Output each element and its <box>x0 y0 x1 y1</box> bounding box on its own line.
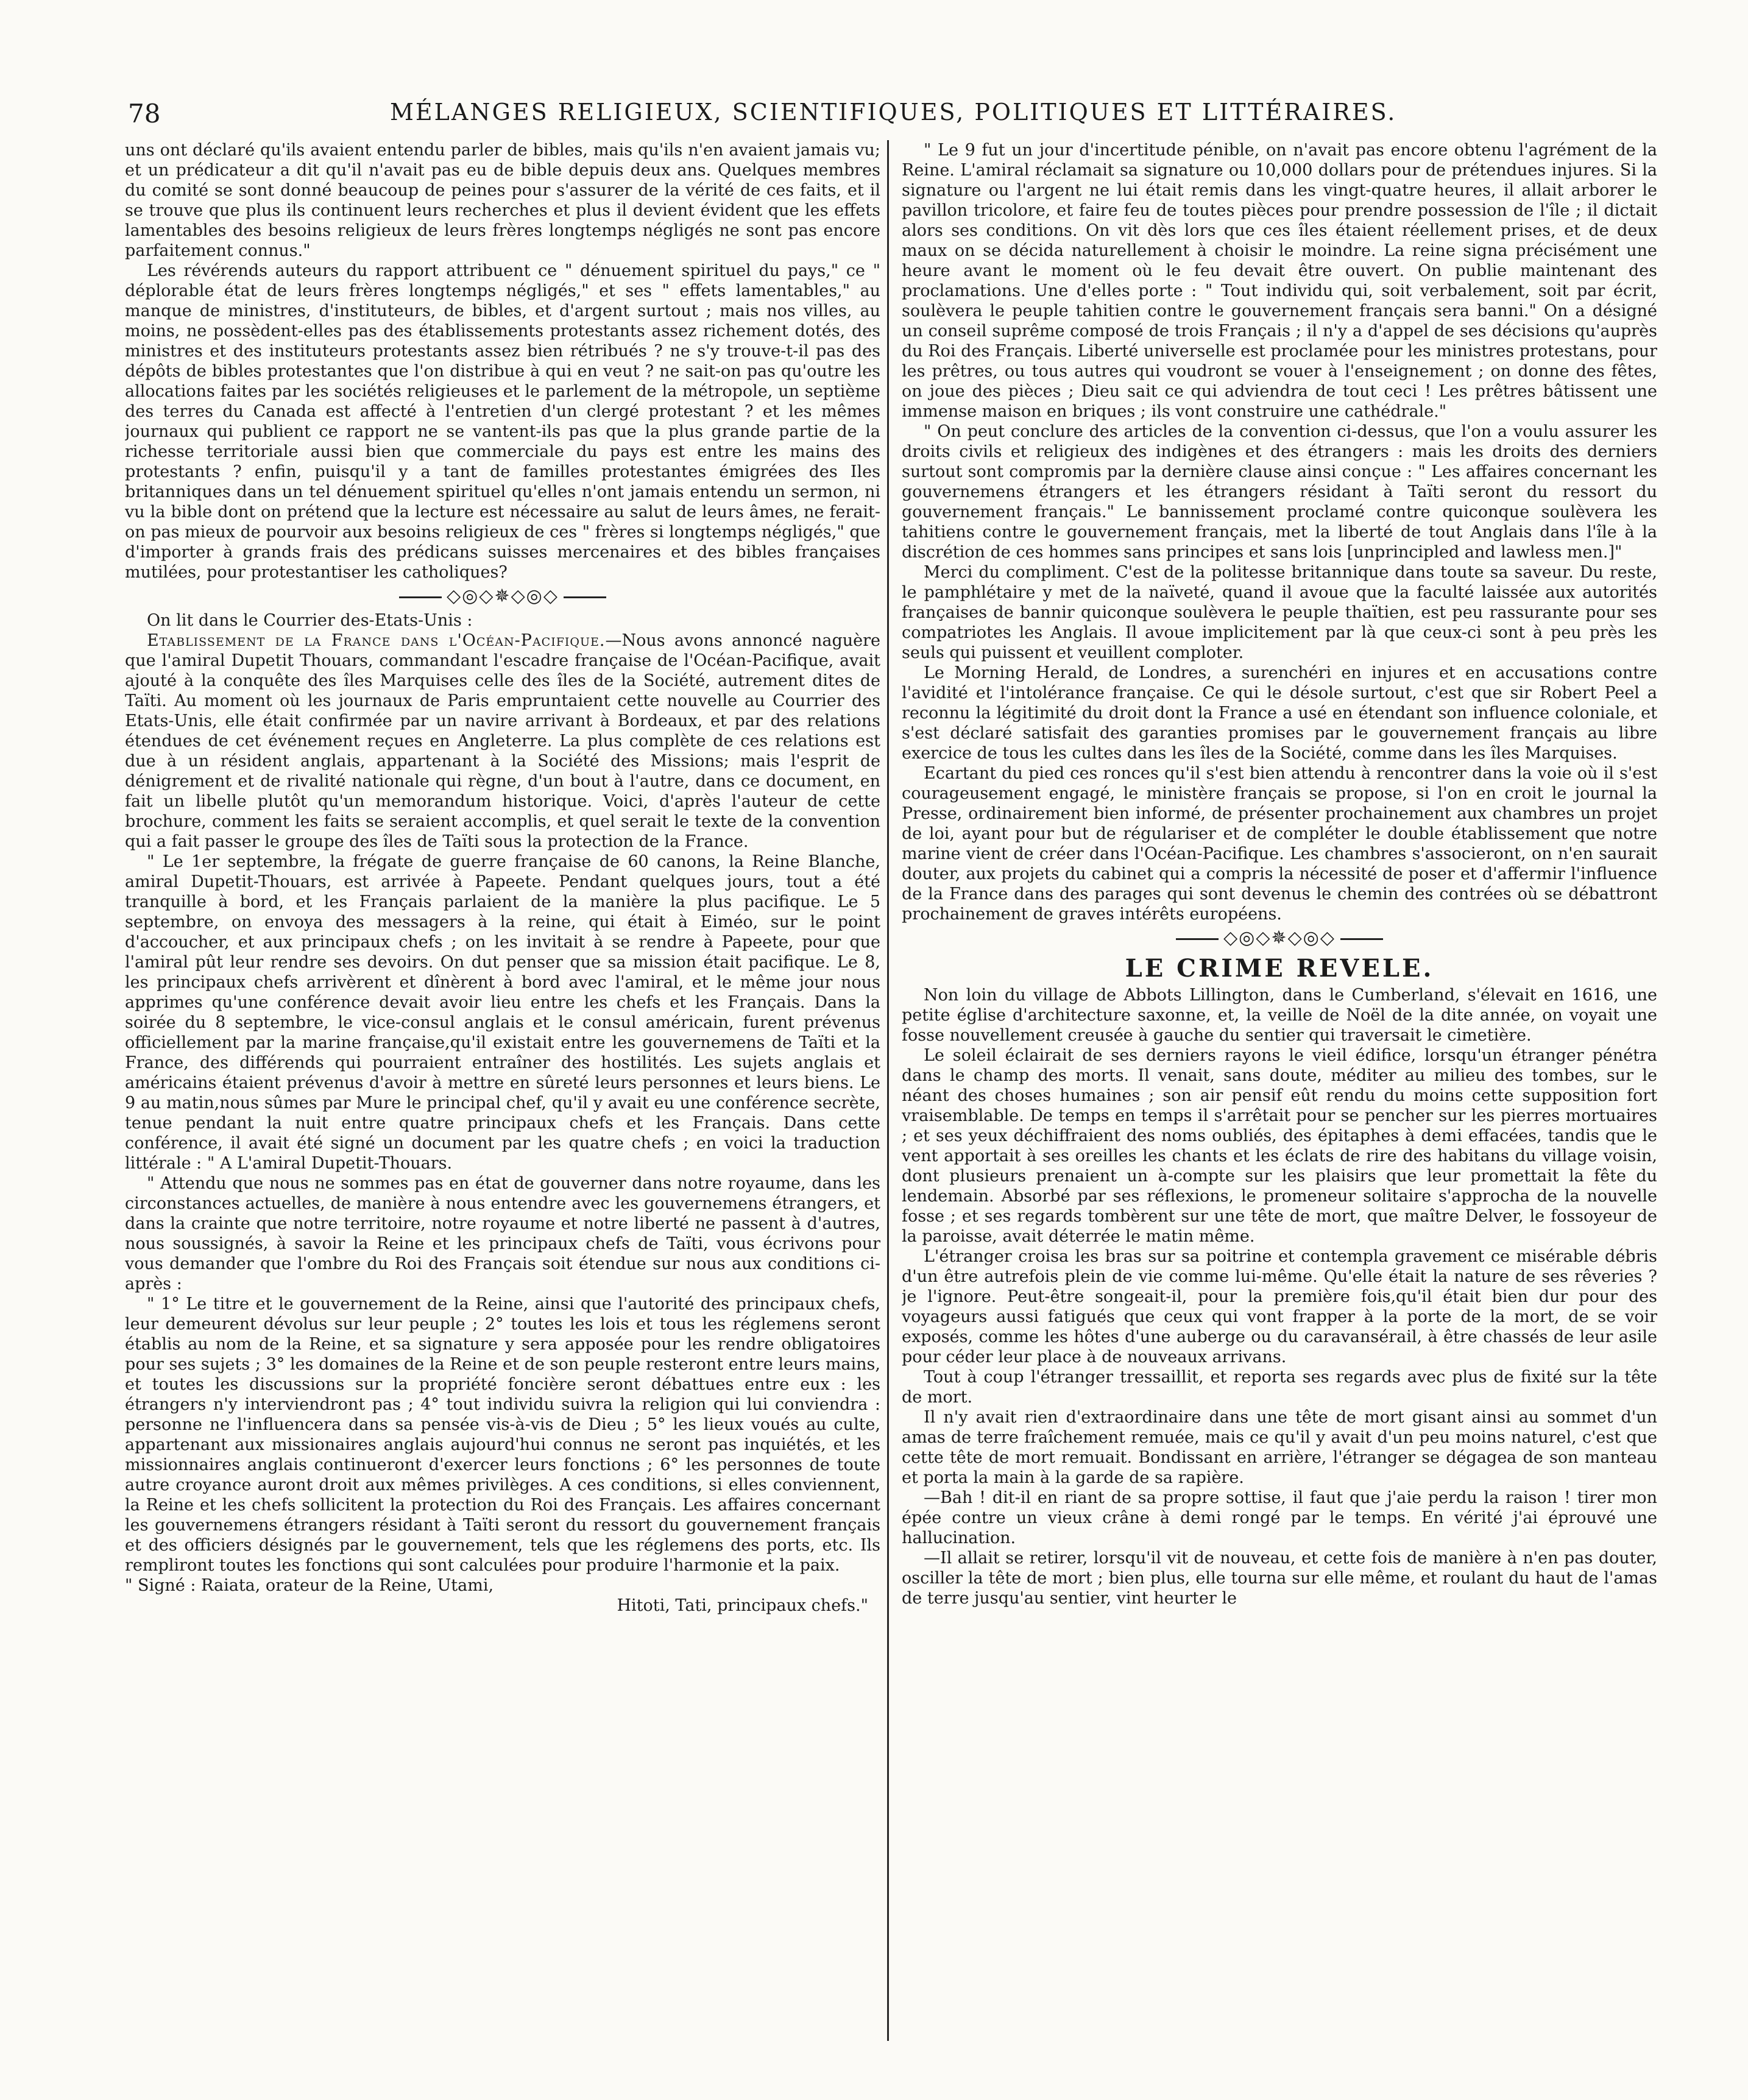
page-number: 78 <box>128 99 161 129</box>
article-paragraph: " Le 9 fut un jour d'incertitude pénible, on n'avait pas encore obtenu l'agrément de la Reine. L'amiral réclamait sa signature ou 10,000 dollars pour de prétendues injures. Si la signature ou l'argent ne lui était remis dans les vingt-quatre heures, il allait arborer le pavillon tricolore, et faire feu de toutes pièces pour prendre possession de l'île ; il dictait alors ses conditions. On vit dès lors que ces îles étaient réellement prises, et de deux maux on se décida naturellement à choisir le moindre. La reine signa précisément une heure avant le moment où le feu devait être ouvert. On publie maintenant des proclamations. Une d'elles porte : " Tout individu qui, soit verbalement, soit par écrit, soulèvera le peuple tahitien contre le gouvernement français sera banni." On a désigné un conseil suprême composé de trois Français ; il n'y a d'appel de ses décisions qu'auprès du Roi des Français. Liberté universelle est proclamée pour les ministres protestans, pour les prêtres, ou tous autres qui voudront se vouer à l'enseignement ; on donne des fêtes, on joue des pièces ; Dieu sait ce qui adviendra de tout ceci ! Les prêtres bâtissent une immense maison en briques ; ils vont construire une cathédrale." <box>902 141 1657 421</box>
article-text: —Nous avons annoncé naguère que l'amiral Dupetit Thouars, commandant l'escadre française de l'Océan-Pacifique, avait ajouté à la conquête des îles Marquises celle des îles de la Société, autrement dites de Taïti. Au moment où les journaux de Paris empruntaient cette nouvelle au Courrier des Etats-Unis, elle était confirmée par un navire arrivant à Bordeaux, et par des relations étendues de cet événement reçues en Angleterre. La plus complète de ces relations est due à un résident anglais, appartenant à la Société des Missions; mais l'esprit de dénigrement et de rivalité nationale qui règne, d'un bout à l'autre, dans ce document, en fait un libelle plutôt qu'un memorandum historique. Voici, d'après l'auteur de cette brochure, comment les faits se seraient accomplis, et quel serait le texte de la convention qui a fait passer le groupe des îles de Taïti sous la protection de la France. <box>125 631 880 851</box>
story-paragraph: Tout à coup l'étranger tressaillit, et reporta ses regards avec plus de fixité sur la tête de mort. <box>902 1368 1657 1407</box>
ornament-rule <box>564 596 606 598</box>
story-paragraph: —Il allait se retirer, lorsqu'il vit de nouveau, et cette fois de manière à n'en pas douter, osciller la tête de mort ; bien plus, elle tourna sur elle même, et roulant du haut de l'amas de terre jusqu'au sentier, vint heurter le <box>902 1549 1657 1608</box>
article-intro: On lit dans le Courrier des-Etats-Unis : <box>147 611 473 630</box>
story-paragraph: Non loin du village de Abbots Lillington, dans le Cumberland, s'élevait en 1616, une petite église d'architecture saxonne, et, la veille de Noël de la dite année, on voyait une fosse nouvellement creusée à gauche du sentier qui traversait le cimetière. <box>902 986 1657 1045</box>
article-paragraph: uns ont déclaré qu'ils avaient entendu parler de bibles, mais qu'ils n'en avaient jamais vu; et un prédicateur a dit qu'il n'avait pas eu de bible depuis deux ans. Quelques membres du comité se sont donné beaucoup de peines pour s'assurer de la vérité de ces faits, et il se trouve que plus ils continuent leurs recherches et plus il devient évident que les effets lamentables des besoins religieux de leurs frères longtemps négligés ne sont pas encore parfaitement connus." <box>125 141 880 260</box>
running-title: MÉLANGES RELIGIEUX, SCIENTIFIQUES, POLITIQUES ET LITTÉRAIRES. <box>390 99 1397 126</box>
story-paragraph: Le soleil éclairait de ses derniers rayons le vieil édifice, lorsqu'un étranger pénétra dans le champ des morts. Il venait, sans doute, méditer au milieu des tombes, sur le néant des choses humaines ; son air pensif eût rendu du moins cette supposition fort vraisemblable. De temps en temps il s'arrêtait pour se pencher sur les pierres mortuaires ; et ses yeux déchiffraient des noms oubliés, des épitaphes à demi effacées, tandis que le vent apportait à ses oreilles les chants et les éclats de rire des habitans du village voisin, dont plusieurs prenaient un à-compte sur les plaisirs que leur promettait la fête du lendemain. Absorbé par ses réflexions, le promeneur solitaire s'approcha de la nouvelle fosse ; et ses regards tombèrent sur une tête de mort, que maître Delver, le fossoyeur de la paroisse, avait déterrée le matin même. <box>902 1046 1657 1246</box>
article-paragraph: " Le 1er septembre, la frégate de guerre française de 60 canons, la Reine Blanche, amiral Dupetit-Thouars, est arrivée à Papeete. Pendant quelques jours, tout a été tranquille à bord, et les Français parlaient de la manière la plus pacifique. Le 5 septembre, on envoya des messagers à la reine, qui était à Eiméo, sur le point d'accoucher, et aux principaux chefs ; on les invitait à se rendre à Papeete, pour que l'amiral pût leur rendre ses devoirs. On dut penser que sa mission était pacifique. Le 8, les principaux chefs arrivèrent et dînèrent à bord avec l'amiral, et le même jour nous apprimes qu'une conférence devait avoir lieu entre les chefs et les Français. Dans la soirée du 8 septembre, le vice-consul anglais et le consul américain, furent prévenus officiellement par la marine française,qu'il existait entre les gouvernemens de Taïti et la France, des différends qui pourraient entraîner des hostilités. Les sujets anglais et américains étaient prévenus d'avoir à mettre en sûreté leurs personnes et leurs biens. Le 9 au matin,nous sûmes par Mure le principal chef, qu'il y avait eu une conférence secrète, tenue pendant la nuit entre quatre principaux chefs et les Français. Dans cette conférence, il avait été signé un document par les quatre chefs ; en voici la traduction littérale : " A L'amiral Dupetit-Thouars. <box>125 852 880 1173</box>
ornament-glyphs: ◇◎◇✵◇◎◇ <box>447 585 559 607</box>
article-paragraph: " 1° Le titre et le gouvernement de la Reine, ainsi que l'autorité des principaux chefs, leur demeurent dévolus sur leur peuple ; 2° toutes les lois et tous les réglemens seront établis au nom de la Reine, et sa signature y sera apposée pour les rendre obligatoires pour ses sujets ; 3° les domaines de la Reine et de son peuple resteront entre leurs mains, et toutes les discussions sur la propriété foncière seront débattues entre eux : les étrangers n'y interviendront pas ; 4° tout individu suivra la religion qui lui conviendra : personne ne l'influencera dans sa pensée vis-à-vis de Dieu ; 5° les lieux voués au culte, appartenant aux missionaires anglais aujourd'hui connus ne seront pas inquiétés, et les missionnaires anglais continueront d'exercer leurs fonctions ; 6° les personnes de toute autre croyance auront droit aux mêmes privilèges. A ces conditions, si elles conviennent, la Reine et les chefs sollicitent la protection du Roi des Français. Les affaires concernant les gouvernemens étrangers résidant à Taïti seront du ressort du gouvernement français et des officiers désignés par le gouvernement, tels que les réglemens des ports, etc. Ils rempliront toutes les fonctions qui sont calculées pour produire l'harmonie et la paix. <box>125 1295 880 1575</box>
section-ornament <box>125 582 880 610</box>
story-paragraph: Il n'y avait rien d'extraordinaire dans une tête de mort gisant ainsi au sommet d'un amas de terre fraîchement remuée, mais ce qu'il y avait d'un peu moins naturel, c'est que cette tête de mort remuait. Bondissant en arrière, l'étranger se dégagea de son manteau et porta la main à la garde de sa rapière. <box>902 1408 1657 1487</box>
article-paragraph: " On peut conclure des articles de la convention ci-dessus, que l'on a voulu assurer les droits civils et religieux des indigènes et des étrangers : mais les droits des derniers surtout sont compromis par la dernière clause ainsi conçue : " Les affaires concernant les gouvernemens étrangers et les étrangers résidant à Taïti seront du ressort du gouvernement français." Le bannissement proclamé contre quiconque soulèvera les tahitiens contre le gouvernement français, met la liberté de tout Anglais dans l'île à la discrétion de ces hommes sans principes et sans lois [unprincipled and lawless men.]" <box>902 422 1657 562</box>
signature-line: " Signé : Raiata, orateur de la Reine, Utami, <box>125 1576 494 1595</box>
article-paragraph: Ecartant du pied ces ronces qu'il s'est bien attendu à rencontrer dans la voie où il s'est courageusement engagé, le ministère français se propose, si l'on en croit le journal la Presse, ordinairement bien informé, de présenter prochainement aux chambres un projet de loi, ayant pour but de régulariser et de compléter le double établissement que notre marine vient de créer dans l'Océan-Pacifique. Les chambres s'associeront, on n'en saurait douter, aux projets du cabinet qui a compris la nécessité de poser et d'affermir l'influence de la France dans des parages qui sont devenus le chemin des contrées où se débattront prochainement de graves intérêts européens. <box>902 764 1657 924</box>
article-paragraph: " Attendu que nous ne sommes pas en état de gouverner dans notre royaume, dans les circonstances actuelles, de manière à nous entendre avec les gouvernemens étrangers, et dans la crainte que notre territoire, notre royaume et notre liberté ne passent à d'autres, nous soussignés, à savoir la Reine et les principaux chefs de Taïti, vous écrivons pour vous demander que l'ombre du Roi des Français soit étendue sur nous aux conditions ci-après : <box>125 1174 880 1293</box>
section-ornament <box>902 924 1657 952</box>
column-divider <box>887 140 889 2041</box>
right-column <box>902 140 1657 2059</box>
page-header <box>128 99 1645 135</box>
signature-line: Hitoti, Tati, principaux chefs." <box>617 1596 868 1615</box>
article-paragraph <box>125 631 880 852</box>
ornament-rule <box>1176 938 1219 940</box>
story-paragraph: L'étranger croisa les bras sur sa poitrine et contempla gravement ce misérable débris d'un être autrefois plein de vie comme lui-même. Qu'elle était la nature de ses rêveries ? je l'ignore. Peut-être songeait-il, pour la première fois,qu'il était bien dur pour des voyageurs aussi fatigués que ceux qui vont frapper à la porte de la mort, de se voir exposés, comme les hôtes d'une auberge ou du caravansérail, à être chassés de leur asile pour céder leur place à de nouveaux arrivans. <box>902 1247 1657 1366</box>
ornament-rule <box>399 596 442 598</box>
article-heading: Etablissement de la France dans l'Océan-Pacifique. <box>147 631 606 650</box>
left-column <box>125 140 880 2059</box>
story-title: LE CRIME REVELE. <box>1125 954 1434 983</box>
ornament-rule <box>1340 938 1383 940</box>
article-paragraph: Le Morning Herald, de Londres, a surenchéri en injures et en accusations contre l'avidité et l'intolérance française. Ce qui le désole surtout, c'est que sir Robert Peel a reconnu la légitimité du droit dont la France a usé en étendant son influence coloniale, et s'est déclaré satisfait des garanties promises par le gouvernement français au libre exercice de tous les cultes dans les îles de la Société, comme dans les îles Marquises. <box>902 663 1657 763</box>
story-paragraph: —Bah ! dit-il en riant de sa propre sottise, il faut que j'aie perdu la raison ! tirer mon épée contre un vieux crâne à demi rongé par le temps. En vérité j'ai éprouvé une hallucination. <box>902 1488 1657 1547</box>
article-paragraph: Les révérends auteurs du rapport attribuent ce " dénuement spirituel du pays," ce " déplorable état de leurs frères longtemps négligés," et ses " effets lamentables," au manque de ministres, d'instituteurs, de bibles, et d'argent surtout ; mais nos villes, au moins, ne possèdent-elles pas des établissements protestants assez richement dotés, des ministres et des instituteurs protestants assez bien rétribués ? ne s'y trouve-t-il pas des dépôts de bibles protestantes que l'on distribue à qui en veut ? ne sait-on pas qu'outre les allocations faites par les sociétés religieuses et le parlement de la métropole, un septième des terres du Canada est affecté à l'entretien d'un clergé protestant ? et les mêmes journaux qui publient ce rapport ne se vantent-ils pas que la plus grande partie de la richesse territoriale aussi bien que commerciale du pays est entre les mains des protestants ? enfin, puisqu'il y a tant de familles protestantes émigrées des Iles britanniques dans un tel dénuement spirituel qu'elles n'ont jamais entendu un sermon, ni vu la bible dont on prétend que la lecture est nécessaire au salut de leurs âmes, ne ferait-on pas mieux de pourvoir aux besoins religieux de ces " frères si longtemps négligés," que d'importer à grands frais des prédicans suisses mercenaires et des bibles françaises mutilées, pour protestantiser les catholiques? <box>125 261 880 582</box>
ornament-glyphs: ◇◎◇✵◇◎◇ <box>1223 927 1336 949</box>
article-paragraph: Merci du compliment. C'est de la politesse britannique dans toute sa saveur. Du reste, le pamphlétaire y met de la naïveté, quand il avoue que la faculté laissée aux autorités françaises de bannir quiconque soulèvera le peuple thaïtien, est peu rassurante pour ses compatriotes les Anglais. Il avoue implicitement par là que ceux-ci sont à peu près les seuls qui puissent et veuillent comploter. <box>902 563 1657 662</box>
